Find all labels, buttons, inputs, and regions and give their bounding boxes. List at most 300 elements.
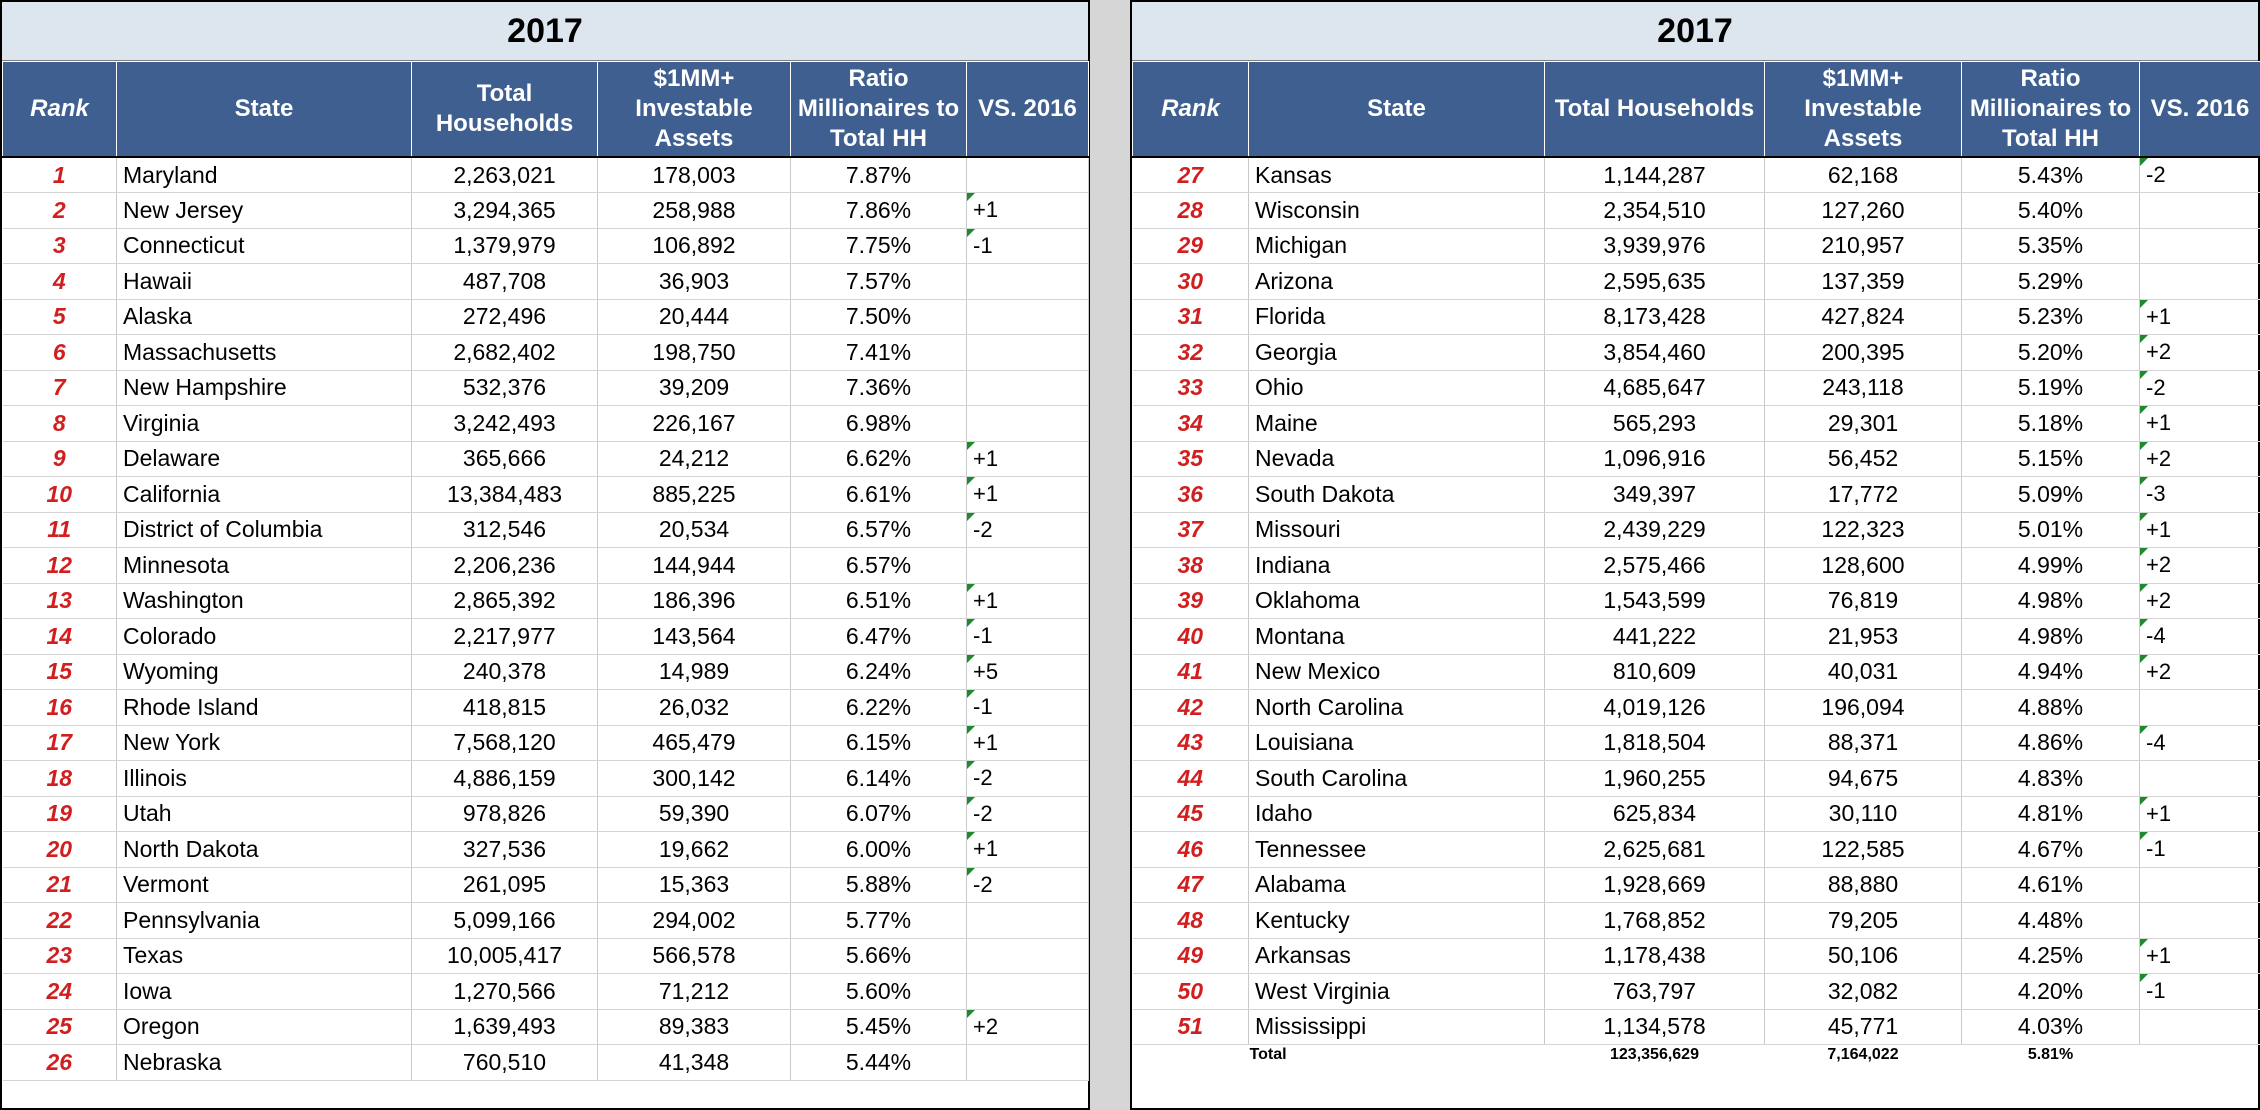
- total-ratio-cell[interactable]: 5.81%: [2027, 1046, 2074, 1063]
- rank-cell[interactable]: 48: [1133, 903, 1249, 939]
- total-households-cell[interactable]: 810,609: [1545, 654, 1765, 690]
- rank-cell[interactable]: 5: [3, 299, 117, 335]
- ratio-cell[interactable]: 7.87%: [791, 157, 967, 193]
- rank-cell[interactable]: 4: [3, 264, 117, 300]
- change-cell[interactable]: [967, 654, 1089, 690]
- state-cell[interactable]: Missouri: [1249, 512, 1545, 548]
- rank-header[interactable]: Rank: [3, 62, 117, 158]
- total-households-cell[interactable]: 2,217,977: [412, 619, 598, 655]
- investable-assets-cell[interactable]: 198,750: [598, 335, 791, 371]
- state-cell[interactable]: West Virginia: [1249, 974, 1545, 1010]
- change-cell[interactable]: [2140, 690, 2260, 726]
- state-cell[interactable]: Florida: [1249, 299, 1545, 335]
- investable-assets-cell[interactable]: 36,903: [598, 264, 791, 300]
- rank-cell[interactable]: 10: [3, 477, 117, 513]
- change-cell[interactable]: [2140, 938, 2260, 974]
- total-households-cell[interactable]: 272,496: [412, 299, 598, 335]
- change-cell[interactable]: [967, 938, 1089, 974]
- investable-assets-cell[interactable]: 71,212: [598, 974, 791, 1010]
- ratio-cell[interactable]: 7.75%: [791, 228, 967, 264]
- change-cell[interactable]: [967, 406, 1089, 442]
- state-cell[interactable]: Oregon: [117, 1009, 412, 1045]
- change-cell[interactable]: [2140, 867, 2260, 903]
- investable-assets-cell[interactable]: 56,452: [1765, 441, 1962, 477]
- total-households-cell[interactable]: 2,439,229: [1545, 512, 1765, 548]
- total-households-cell[interactable]: 2,263,021: [412, 157, 598, 193]
- rank-cell[interactable]: 29: [1133, 228, 1249, 264]
- change-cell[interactable]: [2140, 903, 2260, 939]
- total-households-cell[interactable]: 5,099,166: [412, 903, 598, 939]
- change-cell[interactable]: [967, 1009, 1089, 1045]
- state-cell[interactable]: Virginia: [117, 406, 412, 442]
- ratio-cell[interactable]: 4.03%: [1962, 1009, 2140, 1045]
- state-cell[interactable]: Michigan: [1249, 228, 1545, 264]
- investable-assets-cell[interactable]: 122,323: [1765, 512, 1962, 548]
- rank-cell[interactable]: 37: [1133, 512, 1249, 548]
- ratio-cell[interactable]: 4.94%: [1962, 654, 2140, 690]
- rank-cell[interactable]: 18: [3, 761, 117, 797]
- change-cell[interactable]: [967, 583, 1089, 619]
- state-cell[interactable]: Kansas: [1249, 157, 1545, 193]
- change-cell[interactable]: [967, 1045, 1089, 1081]
- state-cell[interactable]: Ohio: [1249, 370, 1545, 406]
- change-cell[interactable]: [2140, 228, 2260, 264]
- rank-cell[interactable]: 12: [3, 548, 117, 584]
- investable-assets-cell[interactable]: 566,578: [598, 938, 791, 974]
- investable-assets-cell[interactable]: 258,988: [598, 193, 791, 229]
- rank-cell[interactable]: 13: [3, 583, 117, 619]
- change-cell[interactable]: [967, 157, 1089, 193]
- rank-cell[interactable]: 30: [1133, 264, 1249, 300]
- state-cell[interactable]: Idaho: [1249, 796, 1545, 832]
- vs-2016-header[interactable]: VS. 2016: [2140, 62, 2260, 158]
- ratio-cell[interactable]: 5.45%: [791, 1009, 967, 1045]
- rank-header[interactable]: Rank: [1133, 62, 1249, 158]
- rank-cell[interactable]: 38: [1133, 548, 1249, 584]
- rank-cell[interactable]: 47: [1133, 867, 1249, 903]
- ratio-cell[interactable]: 4.48%: [1962, 903, 2140, 939]
- total-households-cell[interactable]: 4,886,159: [412, 761, 598, 797]
- state-cell[interactable]: North Dakota: [117, 832, 412, 868]
- state-cell[interactable]: Nevada: [1249, 441, 1545, 477]
- ratio-cell[interactable]: 4.67%: [1962, 832, 2140, 868]
- change-cell[interactable]: [967, 193, 1089, 229]
- investable-assets-cell[interactable]: 89,383: [598, 1009, 791, 1045]
- state-cell[interactable]: Massachusetts: [117, 335, 412, 371]
- state-cell[interactable]: Minnesota: [117, 548, 412, 584]
- state-cell[interactable]: Hawaii: [117, 264, 412, 300]
- ratio-cell[interactable]: 6.22%: [791, 690, 967, 726]
- state-cell[interactable]: Indiana: [1249, 548, 1545, 584]
- investable-assets-cell[interactable]: 137,359: [1765, 264, 1962, 300]
- ratio-cell[interactable]: 5.15%: [1962, 441, 2140, 477]
- ratio-cell[interactable]: 6.00%: [791, 832, 967, 868]
- rank-cell[interactable]: 39: [1133, 583, 1249, 619]
- change-cell[interactable]: [2140, 654, 2260, 690]
- total-households-cell[interactable]: 13,384,483: [412, 477, 598, 513]
- total-households-cell[interactable]: 418,815: [412, 690, 598, 726]
- total-households-cell[interactable]: 1,096,916: [1545, 441, 1765, 477]
- total-investable-cell[interactable]: 7,164,022: [1827, 1046, 1899, 1063]
- state-cell[interactable]: Texas: [117, 938, 412, 974]
- state-header[interactable]: State: [117, 62, 412, 158]
- total-households-cell[interactable]: 1,768,852: [1545, 903, 1765, 939]
- change-cell[interactable]: [2140, 796, 2260, 832]
- change-cell[interactable]: [2140, 157, 2260, 193]
- state-cell[interactable]: Maryland: [117, 157, 412, 193]
- state-cell[interactable]: Utah: [117, 796, 412, 832]
- investable-assets-cell[interactable]: 210,957: [1765, 228, 1962, 264]
- investable-assets-cell[interactable]: 94,675: [1765, 761, 1962, 797]
- investable-assets-cell[interactable]: 427,824: [1765, 299, 1962, 335]
- state-cell[interactable]: New Jersey: [117, 193, 412, 229]
- ratio-cell[interactable]: 5.29%: [1962, 264, 2140, 300]
- rank-cell[interactable]: 28: [1133, 193, 1249, 229]
- state-cell[interactable]: South Carolina: [1249, 761, 1545, 797]
- investable-assets-cell[interactable]: 59,390: [598, 796, 791, 832]
- investable-assets-cell[interactable]: 14,989: [598, 654, 791, 690]
- rank-cell[interactable]: 16: [3, 690, 117, 726]
- state-cell[interactable]: California: [117, 477, 412, 513]
- investable-assets-cell[interactable]: 144,944: [598, 548, 791, 584]
- change-cell[interactable]: [967, 299, 1089, 335]
- investable-assets-header[interactable]: $1MM+ Investable Assets: [1765, 62, 1962, 158]
- total-households-cell[interactable]: 3,242,493: [412, 406, 598, 442]
- state-cell[interactable]: Illinois: [117, 761, 412, 797]
- ratio-cell[interactable]: 7.36%: [791, 370, 967, 406]
- state-cell[interactable]: Pennsylvania: [117, 903, 412, 939]
- investable-assets-cell[interactable]: 88,880: [1765, 867, 1962, 903]
- investable-assets-cell[interactable]: 106,892: [598, 228, 791, 264]
- state-cell[interactable]: New Hampshire: [117, 370, 412, 406]
- rank-cell[interactable]: 35: [1133, 441, 1249, 477]
- investable-assets-cell[interactable]: 127,260: [1765, 193, 1962, 229]
- total-households-cell[interactable]: 1,379,979: [412, 228, 598, 264]
- rank-cell[interactable]: 9: [3, 441, 117, 477]
- investable-assets-cell[interactable]: 50,106: [1765, 938, 1962, 974]
- state-cell[interactable]: Wyoming: [117, 654, 412, 690]
- state-cell[interactable]: Delaware: [117, 441, 412, 477]
- investable-assets-cell[interactable]: 196,094: [1765, 690, 1962, 726]
- rank-cell[interactable]: 1: [3, 157, 117, 193]
- investable-assets-cell[interactable]: 26,032: [598, 690, 791, 726]
- state-cell[interactable]: Vermont: [117, 867, 412, 903]
- ratio-cell[interactable]: 6.15%: [791, 725, 967, 761]
- change-cell[interactable]: [967, 690, 1089, 726]
- ratio-header[interactable]: Ratio Millionaires to Total HH: [791, 62, 967, 158]
- rank-cell[interactable]: 26: [3, 1045, 117, 1081]
- total-households-cell[interactable]: 2,595,635: [1545, 264, 1765, 300]
- ratio-cell[interactable]: 5.18%: [1962, 406, 2140, 442]
- rank-cell[interactable]: 24: [3, 974, 117, 1010]
- rank-cell[interactable]: 51: [1133, 1009, 1249, 1045]
- total-households-cell[interactable]: 1,543,599: [1545, 583, 1765, 619]
- change-cell[interactable]: [967, 548, 1089, 584]
- total-rank-cell[interactable]: [1133, 1045, 1249, 1066]
- ratio-cell[interactable]: 6.57%: [791, 548, 967, 584]
- investable-assets-cell[interactable]: 45,771: [1765, 1009, 1962, 1045]
- total-households-header[interactable]: Total Households: [1545, 62, 1765, 158]
- ratio-cell[interactable]: 5.66%: [791, 938, 967, 974]
- total-households-header[interactable]: Total Households: [412, 62, 598, 158]
- total-households-cell[interactable]: 763,797: [1545, 974, 1765, 1010]
- change-cell[interactable]: [967, 512, 1089, 548]
- investable-assets-cell[interactable]: 122,585: [1765, 832, 1962, 868]
- state-cell[interactable]: Colorado: [117, 619, 412, 655]
- investable-assets-cell[interactable]: 200,395: [1765, 335, 1962, 371]
- total-households-cell[interactable]: 2,575,466: [1545, 548, 1765, 584]
- change-cell[interactable]: [967, 832, 1089, 868]
- ratio-cell[interactable]: 5.01%: [1962, 512, 2140, 548]
- state-cell[interactable]: District of Columbia: [117, 512, 412, 548]
- state-cell[interactable]: South Dakota: [1249, 477, 1545, 513]
- vs-2016-header[interactable]: VS. 2016: [967, 62, 1089, 158]
- ratio-cell[interactable]: 7.57%: [791, 264, 967, 300]
- investable-assets-cell[interactable]: 62,168: [1765, 157, 1962, 193]
- ratio-cell[interactable]: 6.51%: [791, 583, 967, 619]
- change-cell[interactable]: [2140, 619, 2260, 655]
- rank-cell[interactable]: 32: [1133, 335, 1249, 371]
- rank-cell[interactable]: 20: [3, 832, 117, 868]
- ratio-cell[interactable]: 5.43%: [1962, 157, 2140, 193]
- total-households-cell[interactable]: 349,397: [1545, 477, 1765, 513]
- change-cell[interactable]: [967, 796, 1089, 832]
- state-cell[interactable]: Arkansas: [1249, 938, 1545, 974]
- rank-cell[interactable]: 11: [3, 512, 117, 548]
- total-households-cell[interactable]: 3,294,365: [412, 193, 598, 229]
- investable-assets-header[interactable]: $1MM+ Investable Assets: [598, 62, 791, 158]
- ratio-cell[interactable]: 6.24%: [791, 654, 967, 690]
- investable-assets-cell[interactable]: 885,225: [598, 477, 791, 513]
- rank-cell[interactable]: 23: [3, 938, 117, 974]
- change-cell[interactable]: [967, 477, 1089, 513]
- change-cell[interactable]: [967, 903, 1089, 939]
- total-households-cell[interactable]: 1,134,578: [1545, 1009, 1765, 1045]
- ratio-cell[interactable]: 6.61%: [791, 477, 967, 513]
- total-label-cell[interactable]: Total: [1249, 1046, 1287, 1063]
- change-cell[interactable]: [2140, 974, 2260, 1010]
- rank-cell[interactable]: 31: [1133, 299, 1249, 335]
- total-households-cell[interactable]: 565,293: [1545, 406, 1765, 442]
- change-cell[interactable]: [967, 974, 1089, 1010]
- state-cell[interactable]: Georgia: [1249, 335, 1545, 371]
- state-cell[interactable]: New Mexico: [1249, 654, 1545, 690]
- change-cell[interactable]: [2140, 477, 2260, 513]
- state-cell[interactable]: Nebraska: [117, 1045, 412, 1081]
- state-cell[interactable]: Connecticut: [117, 228, 412, 264]
- total-households-cell[interactable]: 978,826: [412, 796, 598, 832]
- ratio-cell[interactable]: 6.57%: [791, 512, 967, 548]
- total-households-cell[interactable]: 1,818,504: [1545, 725, 1765, 761]
- rank-cell[interactable]: 44: [1133, 761, 1249, 797]
- ratio-cell[interactable]: 6.62%: [791, 441, 967, 477]
- investable-assets-cell[interactable]: 41,348: [598, 1045, 791, 1081]
- investable-assets-cell[interactable]: 76,819: [1765, 583, 1962, 619]
- rank-cell[interactable]: 33: [1133, 370, 1249, 406]
- change-cell[interactable]: [2140, 583, 2260, 619]
- total-households-cell[interactable]: 760,510: [412, 1045, 598, 1081]
- total-households-cell[interactable]: 2,206,236: [412, 548, 598, 584]
- state-cell[interactable]: Wisconsin: [1249, 193, 1545, 229]
- total-households-cell[interactable]: 2,682,402: [412, 335, 598, 371]
- change-cell[interactable]: [967, 619, 1089, 655]
- rank-cell[interactable]: 34: [1133, 406, 1249, 442]
- ratio-cell[interactable]: 4.81%: [1962, 796, 2140, 832]
- change-cell[interactable]: [967, 867, 1089, 903]
- rank-cell[interactable]: 22: [3, 903, 117, 939]
- change-cell[interactable]: [967, 761, 1089, 797]
- change-cell[interactable]: [967, 228, 1089, 264]
- state-cell[interactable]: Alaska: [117, 299, 412, 335]
- ratio-cell[interactable]: 7.86%: [791, 193, 967, 229]
- total-households-cell[interactable]: 532,376: [412, 370, 598, 406]
- total-households-cell[interactable]: 8,173,428: [1545, 299, 1765, 335]
- total-households-cell[interactable]: 1,178,438: [1545, 938, 1765, 974]
- state-cell[interactable]: Tennessee: [1249, 832, 1545, 868]
- change-cell[interactable]: [2140, 725, 2260, 761]
- state-cell[interactable]: Montana: [1249, 619, 1545, 655]
- ratio-cell[interactable]: 5.77%: [791, 903, 967, 939]
- total-households-cell[interactable]: 1,270,566: [412, 974, 598, 1010]
- investable-assets-cell[interactable]: 40,031: [1765, 654, 1962, 690]
- total-change-cell[interactable]: [2140, 1045, 2260, 1066]
- rank-cell[interactable]: 41: [1133, 654, 1249, 690]
- investable-assets-cell[interactable]: 243,118: [1765, 370, 1962, 406]
- ratio-cell[interactable]: 5.35%: [1962, 228, 2140, 264]
- ratio-cell[interactable]: 5.20%: [1962, 335, 2140, 371]
- investable-assets-cell[interactable]: 294,002: [598, 903, 791, 939]
- ratio-header[interactable]: Ratio Millionaires to Total HH: [1962, 62, 2140, 158]
- change-cell[interactable]: [967, 725, 1089, 761]
- change-cell[interactable]: [967, 335, 1089, 371]
- change-cell[interactable]: [2140, 548, 2260, 584]
- rank-cell[interactable]: 19: [3, 796, 117, 832]
- ratio-cell[interactable]: 4.25%: [1962, 938, 2140, 974]
- state-cell[interactable]: Louisiana: [1249, 725, 1545, 761]
- total-households-cell[interactable]: 4,019,126: [1545, 690, 1765, 726]
- ratio-cell[interactable]: 6.47%: [791, 619, 967, 655]
- investable-assets-cell[interactable]: 226,167: [598, 406, 791, 442]
- investable-assets-cell[interactable]: 300,142: [598, 761, 791, 797]
- investable-assets-cell[interactable]: 17,772: [1765, 477, 1962, 513]
- rank-cell[interactable]: 27: [1133, 157, 1249, 193]
- total-households-cell[interactable]: 3,939,976: [1545, 228, 1765, 264]
- total-households-cell[interactable]: 327,536: [412, 832, 598, 868]
- change-cell[interactable]: [967, 264, 1089, 300]
- total-households-cell[interactable]: 487,708: [412, 264, 598, 300]
- rank-cell[interactable]: 8: [3, 406, 117, 442]
- state-header[interactable]: State: [1249, 62, 1545, 158]
- total-households-cell[interactable]: 365,666: [412, 441, 598, 477]
- investable-assets-cell[interactable]: 143,564: [598, 619, 791, 655]
- state-cell[interactable]: Oklahoma: [1249, 583, 1545, 619]
- investable-assets-cell[interactable]: 20,444: [598, 299, 791, 335]
- total-households-cell[interactable]: 2,354,510: [1545, 193, 1765, 229]
- total-households-cell[interactable]: 1,639,493: [412, 1009, 598, 1045]
- ratio-cell[interactable]: 5.19%: [1962, 370, 2140, 406]
- change-cell[interactable]: [2140, 761, 2260, 797]
- state-cell[interactable]: Rhode Island: [117, 690, 412, 726]
- total-households-cell[interactable]: 7,568,120: [412, 725, 598, 761]
- rank-cell[interactable]: 25: [3, 1009, 117, 1045]
- ratio-cell[interactable]: 5.09%: [1962, 477, 2140, 513]
- change-cell[interactable]: [2140, 512, 2260, 548]
- rank-cell[interactable]: 46: [1133, 832, 1249, 868]
- total-households-cell[interactable]: 1,928,669: [1545, 867, 1765, 903]
- investable-assets-cell[interactable]: 21,953: [1765, 619, 1962, 655]
- state-cell[interactable]: North Carolina: [1249, 690, 1545, 726]
- state-cell[interactable]: Kentucky: [1249, 903, 1545, 939]
- ratio-cell[interactable]: 5.60%: [791, 974, 967, 1010]
- ratio-cell[interactable]: 5.23%: [1962, 299, 2140, 335]
- ratio-cell[interactable]: 7.41%: [791, 335, 967, 371]
- change-cell[interactable]: [2140, 1009, 2260, 1045]
- rank-cell[interactable]: 15: [3, 654, 117, 690]
- investable-assets-cell[interactable]: 24,212: [598, 441, 791, 477]
- total-households-cell[interactable]: 240,378: [412, 654, 598, 690]
- rank-cell[interactable]: 45: [1133, 796, 1249, 832]
- investable-assets-cell[interactable]: 178,003: [598, 157, 791, 193]
- ratio-cell[interactable]: 4.86%: [1962, 725, 2140, 761]
- ratio-cell[interactable]: 6.14%: [791, 761, 967, 797]
- state-cell[interactable]: Mississippi: [1249, 1009, 1545, 1045]
- state-cell[interactable]: Iowa: [117, 974, 412, 1010]
- ratio-cell[interactable]: 6.07%: [791, 796, 967, 832]
- change-cell[interactable]: [2140, 193, 2260, 229]
- total-households-cell[interactable]: 4,685,647: [1545, 370, 1765, 406]
- investable-assets-cell[interactable]: 30,110: [1765, 796, 1962, 832]
- change-cell[interactable]: [2140, 832, 2260, 868]
- state-cell[interactable]: Arizona: [1249, 264, 1545, 300]
- ratio-cell[interactable]: 4.61%: [1962, 867, 2140, 903]
- ratio-cell[interactable]: 4.98%: [1962, 583, 2140, 619]
- ratio-cell[interactable]: 4.99%: [1962, 548, 2140, 584]
- ratio-cell[interactable]: 5.40%: [1962, 193, 2140, 229]
- change-cell[interactable]: [967, 441, 1089, 477]
- state-cell[interactable]: Alabama: [1249, 867, 1545, 903]
- rank-cell[interactable]: 36: [1133, 477, 1249, 513]
- total-households-cell[interactable]: 261,095: [412, 867, 598, 903]
- change-cell[interactable]: [2140, 299, 2260, 335]
- investable-assets-cell[interactable]: 19,662: [598, 832, 791, 868]
- total-households-cell[interactable]: 625,834: [1545, 796, 1765, 832]
- ratio-cell[interactable]: 4.88%: [1962, 690, 2140, 726]
- change-cell[interactable]: [2140, 370, 2260, 406]
- investable-assets-cell[interactable]: 465,479: [598, 725, 791, 761]
- investable-assets-cell[interactable]: 39,209: [598, 370, 791, 406]
- investable-assets-cell[interactable]: 128,600: [1765, 548, 1962, 584]
- rank-cell[interactable]: 6: [3, 335, 117, 371]
- investable-assets-cell[interactable]: 20,534: [598, 512, 791, 548]
- change-cell[interactable]: [2140, 264, 2260, 300]
- rank-cell[interactable]: 3: [3, 228, 117, 264]
- rank-cell[interactable]: 2: [3, 193, 117, 229]
- rank-cell[interactable]: 21: [3, 867, 117, 903]
- investable-assets-cell[interactable]: 29,301: [1765, 406, 1962, 442]
- rank-cell[interactable]: 50: [1133, 974, 1249, 1010]
- rank-cell[interactable]: 7: [3, 370, 117, 406]
- investable-assets-cell[interactable]: 88,371: [1765, 725, 1962, 761]
- total-households-cell[interactable]: 123,356,629: [1610, 1046, 1699, 1063]
- ratio-cell[interactable]: 4.83%: [1962, 761, 2140, 797]
- total-households-cell[interactable]: 312,546: [412, 512, 598, 548]
- total-households-cell[interactable]: 441,222: [1545, 619, 1765, 655]
- state-cell[interactable]: New York: [117, 725, 412, 761]
- rank-cell[interactable]: 17: [3, 725, 117, 761]
- ratio-cell[interactable]: 4.98%: [1962, 619, 2140, 655]
- total-households-cell[interactable]: 2,625,681: [1545, 832, 1765, 868]
- rank-cell[interactable]: 14: [3, 619, 117, 655]
